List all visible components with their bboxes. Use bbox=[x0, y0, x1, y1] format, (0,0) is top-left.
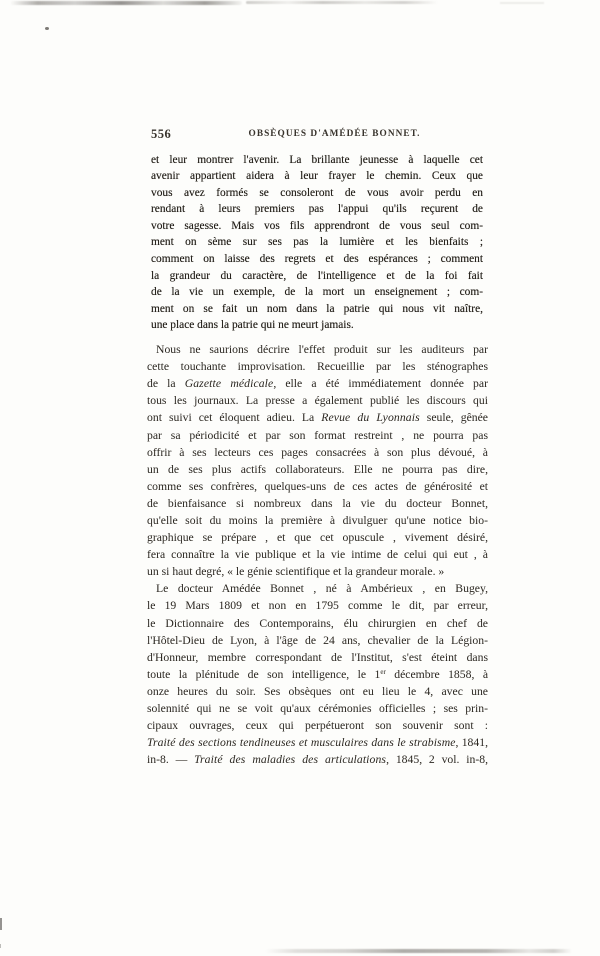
text-body bbox=[147, 152, 488, 769]
text-line: ment on se fait un nom dans la patrie qui nous vit naître, bbox=[151, 302, 483, 315]
text-line: la grandeur du caractère, de l'intelligence et de la foi fait bbox=[151, 269, 483, 282]
text-line: une place dans la patrie qui ne meurt jamais. bbox=[151, 319, 354, 332]
text-line: graphique se prépare , et que cet opuscule , vivement désiré, bbox=[147, 531, 488, 545]
text-line: ment on sème sur ses pas la lumière et les bienfaits ; bbox=[151, 236, 483, 249]
text-line: Le docteur Amédée Bonnet , né à Ambérieux , en Bugey, bbox=[156, 582, 488, 596]
text-line: de bienfaisance si nombreux dans la vie du docteur Bonnet, bbox=[147, 496, 488, 510]
scan-mark-left-edge-small bbox=[0, 944, 1, 948]
scan-mark-left-edge bbox=[0, 918, 2, 930]
text-column bbox=[147, 127, 488, 768]
text-line: un de ses plus actifs collaborateurs. Elle ne pourra pas dire, bbox=[147, 462, 488, 476]
text-line: le Dictionnaire des Contemporains, élu chirurgien en chef de bbox=[147, 616, 488, 630]
text-line: in-8. — Traité des maladies des articulations, 1845, 2 vol. in-8, bbox=[147, 753, 488, 767]
text-line: et leur montrer l'avenir. La brillante jeunesse à laquelle cet bbox=[151, 153, 483, 166]
text-line: vous avez formés se consoleront de vous avoir perdu en bbox=[151, 186, 483, 199]
text-line: cipaux ouvrages, ceux qui perpétueront son souvenir sont : bbox=[147, 719, 488, 733]
text-line: ont suivi cet éloquent adieu. La Revue du Lyonnais seule, gênée bbox=[147, 411, 488, 425]
text-line: avenir appartient aidera à leur frayer le chemin. Ceux que bbox=[151, 170, 483, 183]
quote-continuation bbox=[151, 152, 483, 335]
running-title: OBSÈQUES D'AMÉDÉE BONNET. bbox=[248, 129, 421, 139]
running-header bbox=[147, 127, 488, 152]
paragraph-improvisation bbox=[147, 341, 488, 580]
scan-smudge-top-mid bbox=[246, 1, 438, 4]
text-line: cette touchante improvisation. Recueillie par les sténographes bbox=[147, 360, 488, 374]
text-line: de la vie un exemple, de la mort un enseignement ; com- bbox=[151, 286, 483, 299]
text-line: l'Hôtel-Dieu de Lyon, à l'âge de 24 ans, chevalier de la Légion- bbox=[147, 633, 488, 647]
text-line: un si haut degré, « le génie scientifique et la grandeur morale. » bbox=[147, 565, 445, 579]
paragraph-biography bbox=[147, 580, 488, 768]
text-line: rendant à leurs premiers pas l'appui qu'ils reçurent de bbox=[151, 203, 483, 216]
scan-smudge-top-right bbox=[500, 2, 544, 4]
text-line: tous les journaux. La presse a également publié les discours qui bbox=[147, 394, 488, 408]
scan-smudge-bottom bbox=[265, 949, 572, 953]
text-line: toute la plénitude de son intelligence, le 1er décembre 1858, à bbox=[147, 667, 488, 681]
text-line: de la Gazette médicale, elle a été immédiatement donnée par bbox=[147, 377, 488, 391]
text-line: d'Honneur, membre correspondant de l'Institut, s'est éteint dans bbox=[147, 650, 488, 664]
scan-smudge-top-left bbox=[10, 1, 242, 5]
text-line: par sa périodicité et par son format restreint , ne pourra pas bbox=[147, 428, 488, 442]
text-line: comme ses confrères, quelques-uns de ces actes de générosité et bbox=[147, 479, 488, 493]
text-line: Nous ne saurions décrire l'effet produit sur les auditeurs par bbox=[156, 343, 488, 357]
text-line: onze heures du soir. Ses obsèques ont eu lieu le 4, avec une bbox=[147, 684, 488, 698]
page-number: 556 bbox=[151, 127, 172, 141]
text-line: offrir à ses lecteurs ces pages consacrées à son plus dévoué, à bbox=[147, 445, 488, 459]
text-line: fera connaître la vie publique et la vie intime de celui qui eut , à bbox=[147, 548, 488, 562]
text-line: Traité des sections tendineuses et musculaires dans le strabisme, 1841, bbox=[147, 736, 488, 750]
text-line: le 19 Mars 1809 et non en 1795 comme le dit, par erreur, bbox=[147, 599, 488, 613]
text-line: solennité qui ne se voit qu'aux cérémonies officielles ; ses prin- bbox=[147, 702, 488, 715]
scan-speck bbox=[45, 27, 49, 30]
text-line: qu'elle soit du moins la première à divulguer qu'une notice bio- bbox=[147, 513, 488, 527]
text-line: comment on laisse des regrets et des espérances ; comment bbox=[151, 253, 483, 266]
text-line: votre sagesse. Mais vos fils apprendront de vous seul com- bbox=[151, 219, 483, 232]
